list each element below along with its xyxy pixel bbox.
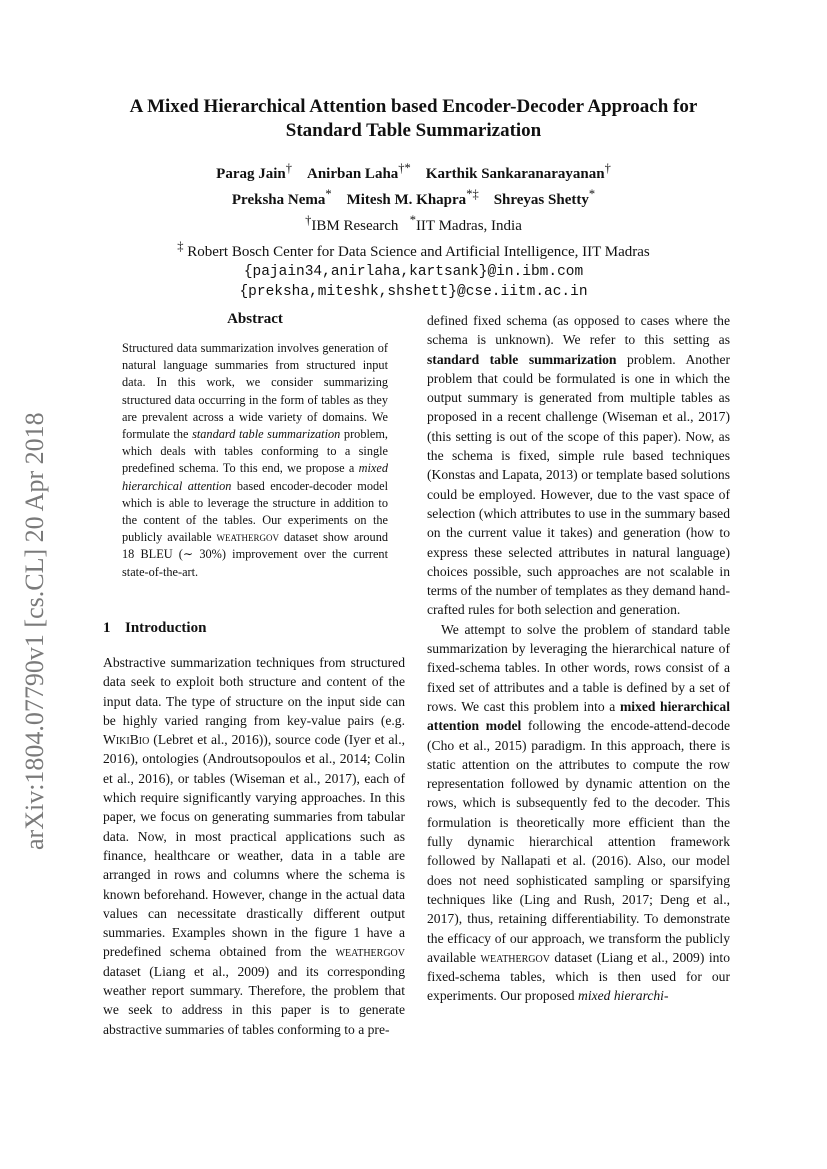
author-name: Shreyas Shetty xyxy=(493,192,589,208)
author-name: Parag Jain xyxy=(216,166,286,182)
author-mark: * xyxy=(588,187,596,201)
arxiv-id-text: arXiv:1804.07790v1 [cs.CL] 20 Apr 2018 xyxy=(20,412,49,850)
author-mark: *‡ xyxy=(466,187,479,201)
abstract-heading: Abstract xyxy=(227,311,283,327)
right-paragraph-2: We attempt to solve the problem of standard table summarization by leveraging the hierarchical nature of fixed-schema tables. In other words, rows consist of a fixed set of attributes and a table is defined by a set of rows. We cast this problem into a mixed hierarchical attention model following the encode-attend-decode (Cho et al., 2015) paradigm. In this approach, there is static attention on the attributes to compute the row representation followed by dynamic attention on the rows, which is subsequently fed to the decoder. This formulation is theoretically more efficient than the fully dynamic hierarchical attention framework followed by Nallapati et al. (2016). Also, our model does not need sophisticated sampling or sparsifying techniques like (Ling and Rush, 2017; Deng et al., 2017), thus, retaining differentiability. To demonstrate the efficacy of our approach, we transform the publicly available weathergov dataset (Liang et al., 2009) into fixed-schema tables, which is then used for our experiments. Our proposed mixed hierarchi- xyxy=(427,621,731,1004)
author-name: Karthik Sankaranarayanan xyxy=(425,166,605,182)
abstract-paragraph: Structured data summarization involves generation of natural language summaries from structured input data. In this work, we consider summarizing structured data occurring in the form of tables as they are prevalent across a wide variety of domains. We formulate the standard table summarization problem, which deals with tables conforming to a single predefined schema. To this end, we propose a mixed hierarchical attention based encoder-decoder model which is able to leverage the structure in addition to the content of the tables. Our experiments on the publicly available weathergov dataset show around 18 BLEU (∼ 30%) improvement over the current state-of-the-art. xyxy=(122,341,389,579)
right-column-body xyxy=(427,311,730,1006)
left-column-body xyxy=(103,653,405,1039)
author-name: Preksha Nema xyxy=(231,192,326,208)
section-title: Introduction xyxy=(125,620,207,636)
intro-paragraph-1: Abstractive summarization techniques from structured data seek to exploit both structure and content of the input data. The type of structure on the input side can be highly varied ranging from key-value pairs (e.g. WikiBio (Lebret et al., 2016)), source code (Iyer et al., 2016), ontologies (Androutsopoulos et al., 2014; Colin et al., 2016), or tables (Wiseman et al., 2017), each of which require significantly varying approaches. In this paper, we focus on generating summaries from tabular data. Now, in most practical applications such as finance, healthcare or weather, data in a table are arranged in rows and columns where the schema is known beforehand. However, change in the actual data values can necessitate drastically different output summaries. Examples shown in the figure 1 have a predefined schema obtained from the weathergov dataset (Liang et al., 2009) and its corresponding weather report summary. Therefore, the problem that we seek to address in this paper is to generate abstractive summaries of tables conforming to a pre- xyxy=(103,655,405,1037)
author-mark: * xyxy=(325,187,332,201)
author-block xyxy=(60,158,767,302)
section-heading-introduction xyxy=(103,620,206,637)
author-mark: †* xyxy=(398,161,411,175)
right-paragraph-1: defined fixed schema (as opposed to cases where the schema is unknown). We refer to this setting as standard table summarization problem. Another problem that could be formulated is one in which the output summary is generated from multiple tables as proposed in a recent challenge (Wiseman et al., 2017) (this setting is out of the scope of this paper). Now, as the schema is fixed, simple rule based techniques (Konstas and Lapata, 2013) or template based solutions could be employed. However, due to the vast space of selection (which attributes to use in the summary based on the current value it takes) and generation (how to express these selected attributes in natural language) choices possible, such approaches are not scalable in terms of the number of templates as they demand hand-crafted rules for both selection and generation. xyxy=(427,313,731,618)
author-name: Anirban Laha xyxy=(307,166,399,182)
author-mark: † xyxy=(604,161,611,175)
title-line-2: Standard Table Summarization xyxy=(285,120,542,141)
author-line-2 xyxy=(60,184,767,210)
affiliation-rbcdsai: Robert Bosch Center for Data Science and Artificial Intelligence, IIT Madras xyxy=(187,244,650,260)
affiliation-line-1: †IBM Research *IIT Madras, India xyxy=(305,213,522,234)
affiliation-line-2: ‡ Robert Bosch Center for Data Science and Artificial Intelligence, IIT Madras xyxy=(177,239,650,260)
affiliation-iitm: IIT Madras, India xyxy=(415,218,522,234)
email-line-1: {pajain34,anirlaha,kartsank}@in.ibm.com xyxy=(243,264,584,280)
section-number: 1 xyxy=(103,620,111,636)
title-line-1: A Mixed Hierarchical Attention based Encoder-Decoder Approach for xyxy=(129,96,698,117)
email-line-2: {preksha,miteshk,shshett}@cse.iitm.ac.in xyxy=(239,284,588,300)
paper-title xyxy=(60,95,767,143)
affiliation-ibm: IBM Research xyxy=(311,218,399,234)
author-line-1 xyxy=(60,158,767,184)
author-name: Mitesh M. Khapra xyxy=(346,192,467,208)
author-mark: † xyxy=(285,161,292,175)
abstract-body xyxy=(122,340,388,581)
arxiv-stamp xyxy=(12,320,52,850)
